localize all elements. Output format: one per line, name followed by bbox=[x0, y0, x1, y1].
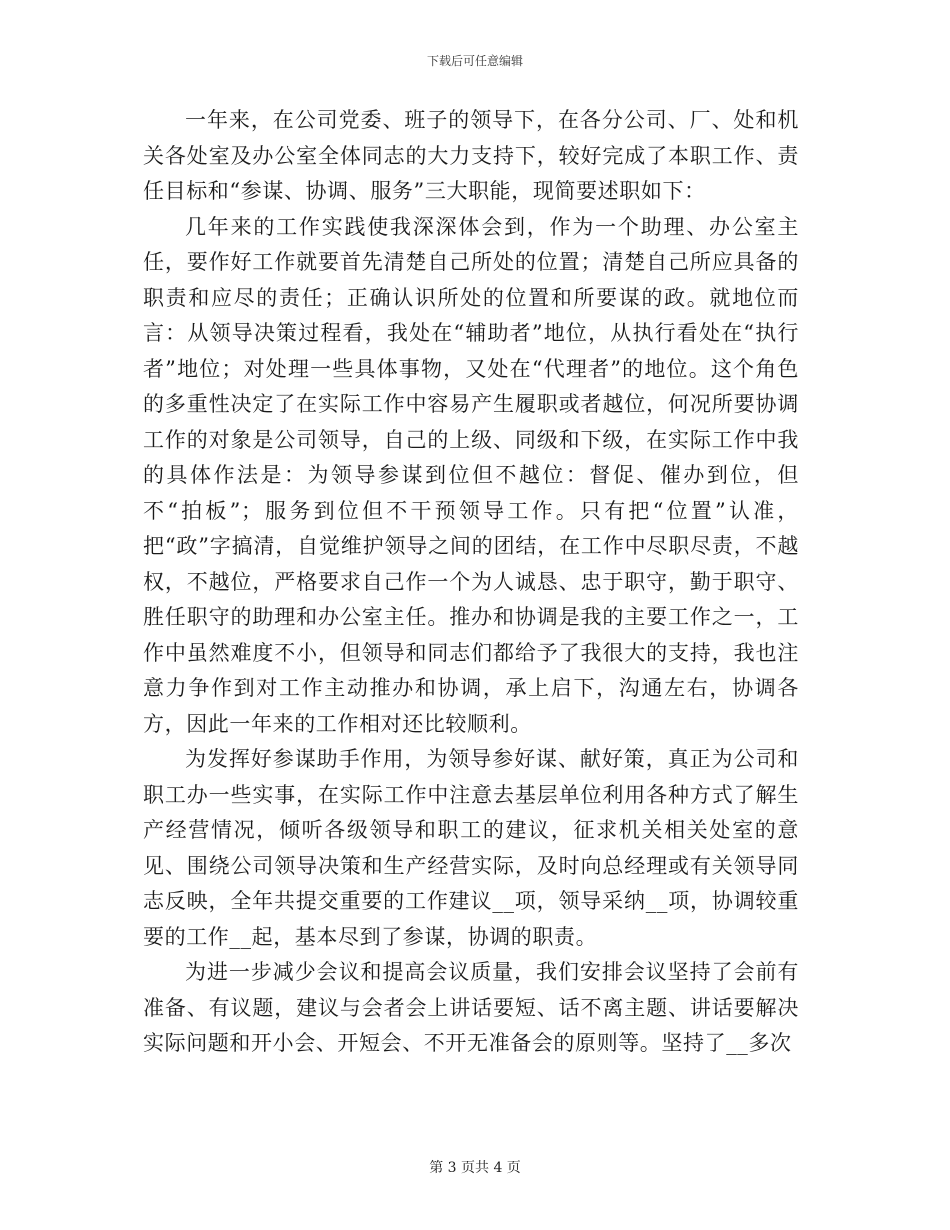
paragraph-role-position: 几年来的工作实践使我深深体会到，作为一个助理、办公室主任，要作好工作就要首先清楚自己所处的位置；清楚自己所应具备的职责和应尽的责任；正确认识所处的位置和所要谋的政。就地位而言：从领导决策过程看，我处在“辅助者”地位，从执行看处在“执行者”地位；对处理一些具体事物，又处在“代理者”的地位。这个角色的多重性决定了在实际工作中容易产生履职或者越位，何况所要协调工作的对象是公司领导，自己的上级、同级和下级，在实际工作中我的具体作法是：为领导参谋到位但不越位：督促、催办到位，但不“拍板”；服务到位但不干预领导工作。只有把“位置”认准，把“政”字搞清，自觉维护领导之间的团结，在工作中尽职尽责，不越权，不越位，严格要求自己作一个为人诚恳、忠于职守，勤于职守、胜任职守的助理和办公室主任。推办和协调是我的主要工作之一，工作中虽然难度不小，但领导和同志们都给予了我很大的支持，我也注意力争作到对工作主动推办和协调，承上启下，沟通左右，协调各方，因此一年来的工作相对还比较顺利。 bbox=[143, 214, 799, 736]
document-body bbox=[143, 103, 799, 1062]
paragraph-intro: 一年来，在公司党委、班子的领导下，在各分公司、厂、处和机关各处室及办公室全体同志的大力支持下，较好完成了本职工作、责任目标和“参谋、协调、服务”三大职能，现简要述职如下： bbox=[143, 108, 799, 203]
paragraph-advisory-role: 为发挥好参谋助手作用，为领导参好谋、献好策，真正为公司和职工办一些实事，在实际工作中注意去基层单位利用各种方式了解生产经营情况，倾听各级领导和职工的建议，征求机关相关处室的意见、围绕公司领导决策和生产经营实际，及时向总经理或有关领导同志反映，全年共提交重要的工作建议__项，领导采纳__项，协调较重要的工作__起，基本尽到了参谋，协调的职责。 bbox=[143, 747, 799, 949]
paragraph-meetings: 为进一步减少会议和提高会议质量，我们安排会议坚持了会前有准备、有议题，建议与会者会上讲话要短、话不离主题、讲话要解决实际问题和开小会、开短会、不开无准备会的原则等。坚持了__多次 bbox=[143, 960, 799, 1055]
page-header: 下载后可任意编辑 bbox=[426, 54, 523, 68]
page-footer: 第 3 页共 4 页 bbox=[429, 1160, 521, 1176]
